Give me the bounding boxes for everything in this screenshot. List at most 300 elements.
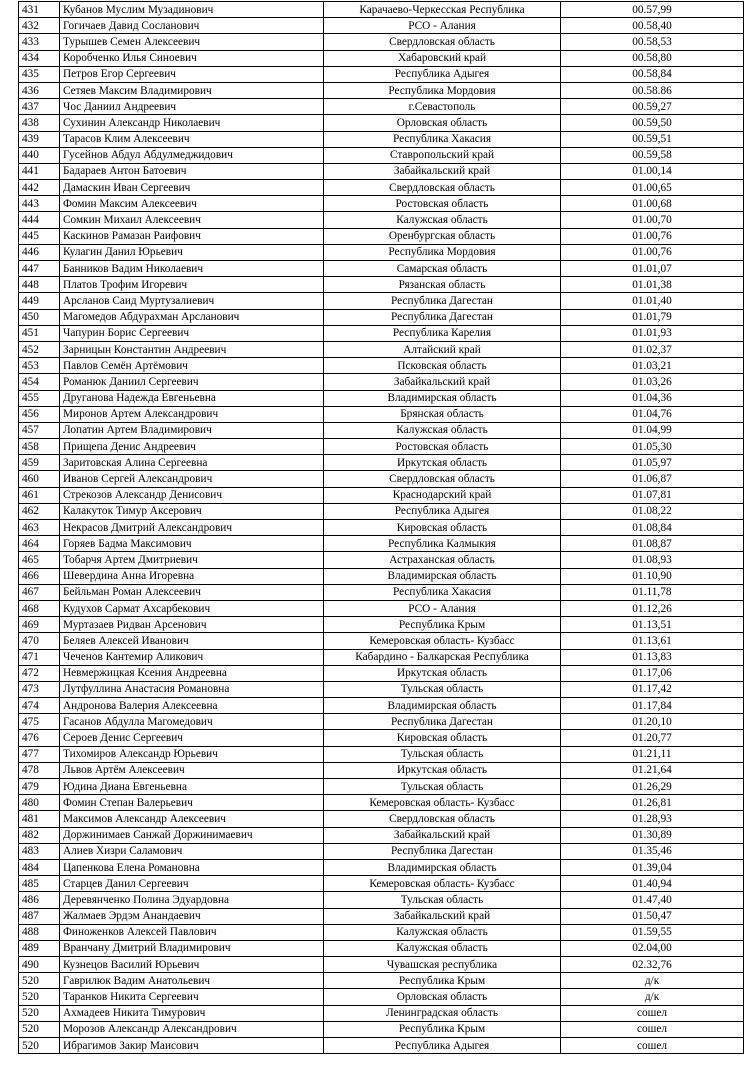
place-cell: 479 bbox=[19, 779, 60, 795]
place-cell: 458 bbox=[19, 439, 60, 455]
time-cell: 01.04,36 bbox=[561, 390, 744, 406]
table-row bbox=[19, 1021, 744, 1037]
region-cell: Орловская область bbox=[324, 989, 561, 1005]
table-row bbox=[19, 277, 744, 293]
place-cell: 441 bbox=[19, 163, 60, 179]
table-row bbox=[19, 99, 744, 115]
name-cell: Чос Даниил Андреевич bbox=[60, 99, 324, 115]
name-cell: Сероев Денис Сергеевич bbox=[60, 730, 324, 746]
name-cell: Некрасов Дмитрий Александрович bbox=[60, 520, 324, 536]
name-cell: Гаврилюк Вадим Анатольевич bbox=[60, 973, 324, 989]
table-row bbox=[19, 520, 744, 536]
name-cell: Турышев Семен Алексеевич bbox=[60, 34, 324, 50]
region-cell: Кировская область bbox=[324, 730, 561, 746]
region-cell: Калужская область bbox=[324, 422, 561, 438]
place-cell: 473 bbox=[19, 681, 60, 697]
place-cell: 456 bbox=[19, 406, 60, 422]
table-row bbox=[19, 746, 744, 762]
region-cell: Республика Адыгея bbox=[324, 503, 561, 519]
place-cell: 463 bbox=[19, 520, 60, 536]
region-cell: Ленинградская область bbox=[324, 1005, 561, 1021]
place-cell: 477 bbox=[19, 746, 60, 762]
place-cell: 482 bbox=[19, 827, 60, 843]
table-row bbox=[19, 698, 744, 714]
time-cell: 01.26,81 bbox=[561, 795, 744, 811]
name-cell: Андронова Валерия Алексеевна bbox=[60, 698, 324, 714]
region-cell: Алтайский край bbox=[324, 341, 561, 357]
time-cell: 01.13,51 bbox=[561, 617, 744, 633]
time-cell: 01.12,26 bbox=[561, 600, 744, 616]
name-cell: Муртазаев Ридван Арсенович bbox=[60, 617, 324, 633]
name-cell: Вранчану Дмитрий Владимирович bbox=[60, 940, 324, 956]
region-cell: Тульская область bbox=[324, 892, 561, 908]
time-cell: 01.05,30 bbox=[561, 439, 744, 455]
region-cell: Кировская область bbox=[324, 520, 561, 536]
place-cell: 478 bbox=[19, 762, 60, 778]
time-cell: 01.05,97 bbox=[561, 455, 744, 471]
table-row bbox=[19, 876, 744, 892]
name-cell: Стрекозов Александр Денисович bbox=[60, 487, 324, 503]
place-cell: 485 bbox=[19, 876, 60, 892]
region-cell: Иркутская область bbox=[324, 762, 561, 778]
region-cell: Республика Дагестан bbox=[324, 843, 561, 859]
table-row bbox=[19, 973, 744, 989]
table-row bbox=[19, 163, 744, 179]
region-cell: Забайкальский край bbox=[324, 908, 561, 924]
name-cell: Фомин Степан Валерьевич bbox=[60, 795, 324, 811]
place-cell: 450 bbox=[19, 309, 60, 325]
time-cell: 01.00,68 bbox=[561, 196, 744, 212]
region-cell: Тульская область bbox=[324, 746, 561, 762]
time-cell: 01.59,55 bbox=[561, 924, 744, 940]
name-cell: Таранков Никита Сергеевич bbox=[60, 989, 324, 1005]
region-cell: Владимирская область bbox=[324, 859, 561, 875]
name-cell: Тихомиров Александр Юрьевич bbox=[60, 746, 324, 762]
region-cell: Тульская область bbox=[324, 779, 561, 795]
table-row bbox=[19, 827, 744, 843]
place-cell: 443 bbox=[19, 196, 60, 212]
table-row bbox=[19, 779, 744, 795]
place-cell: 487 bbox=[19, 908, 60, 924]
time-cell: 01.01,79 bbox=[561, 309, 744, 325]
time-cell: 00.57,99 bbox=[561, 2, 744, 18]
table-row bbox=[19, 536, 744, 552]
table-row bbox=[19, 82, 744, 98]
region-cell: РСО - Алания bbox=[324, 600, 561, 616]
place-cell: 455 bbox=[19, 390, 60, 406]
place-cell: 468 bbox=[19, 600, 60, 616]
time-cell: 02.32,76 bbox=[561, 957, 744, 973]
table-row bbox=[19, 358, 744, 374]
region-cell: Владимирская область bbox=[324, 568, 561, 584]
place-cell: 438 bbox=[19, 115, 60, 131]
time-cell: 01.21,11 bbox=[561, 746, 744, 762]
table-row bbox=[19, 795, 744, 811]
name-cell: Платов Трофим Игоревич bbox=[60, 277, 324, 293]
place-cell: 465 bbox=[19, 552, 60, 568]
place-cell: 435 bbox=[19, 66, 60, 82]
time-cell: 01.39,04 bbox=[561, 859, 744, 875]
time-cell: 00.58,80 bbox=[561, 50, 744, 66]
place-cell: 476 bbox=[19, 730, 60, 746]
place-cell: 433 bbox=[19, 34, 60, 50]
region-cell: Республика Дагестан bbox=[324, 293, 561, 309]
name-cell: Кулагин Данил Юрьевич bbox=[60, 244, 324, 260]
table-row bbox=[19, 1005, 744, 1021]
name-cell: Калакуток Тимур Аксерович bbox=[60, 503, 324, 519]
place-cell: 472 bbox=[19, 665, 60, 681]
table-row bbox=[19, 1038, 744, 1054]
name-cell: Финоженков Алексей Павлович bbox=[60, 924, 324, 940]
place-cell: 444 bbox=[19, 212, 60, 228]
region-cell: Свердловская область bbox=[324, 471, 561, 487]
place-cell: 489 bbox=[19, 940, 60, 956]
region-cell: Хабаровский край bbox=[324, 50, 561, 66]
region-cell: Свердловская область bbox=[324, 811, 561, 827]
place-cell: 457 bbox=[19, 422, 60, 438]
region-cell: Брянская область bbox=[324, 406, 561, 422]
time-cell: 01.50,47 bbox=[561, 908, 744, 924]
table-row bbox=[19, 309, 744, 325]
table-row bbox=[19, 293, 744, 309]
place-cell: 454 bbox=[19, 374, 60, 390]
time-cell: 01.21,64 bbox=[561, 762, 744, 778]
time-cell: 01.40,94 bbox=[561, 876, 744, 892]
table-row bbox=[19, 552, 744, 568]
time-cell: 00.58,84 bbox=[561, 66, 744, 82]
table-row bbox=[19, 665, 744, 681]
name-cell: Чеченов Кантемир Аликович bbox=[60, 649, 324, 665]
time-cell: 00.59,58 bbox=[561, 147, 744, 163]
time-cell: 01.07,81 bbox=[561, 487, 744, 503]
time-cell: 01.08,93 bbox=[561, 552, 744, 568]
time-cell: 01.01,38 bbox=[561, 277, 744, 293]
place-cell: 448 bbox=[19, 277, 60, 293]
table-row bbox=[19, 811, 744, 827]
place-cell: 481 bbox=[19, 811, 60, 827]
time-cell: 01.01,93 bbox=[561, 325, 744, 341]
region-cell: РСО - Алания bbox=[324, 18, 561, 34]
place-cell: 459 bbox=[19, 455, 60, 471]
time-cell: 01.26,29 bbox=[561, 779, 744, 795]
name-cell: Лутфуллина Анастасия Романовна bbox=[60, 681, 324, 697]
table-row bbox=[19, 762, 744, 778]
name-cell: Алиев Хизри Саламович bbox=[60, 843, 324, 859]
name-cell: Львов Артём Алексеевич bbox=[60, 762, 324, 778]
region-cell: Республика Адыгея bbox=[324, 1038, 561, 1054]
place-cell: 439 bbox=[19, 131, 60, 147]
place-cell: 462 bbox=[19, 503, 60, 519]
region-cell: Рязанская область bbox=[324, 277, 561, 293]
name-cell: Кубанов Муслим Музадинович bbox=[60, 2, 324, 18]
place-cell: 466 bbox=[19, 568, 60, 584]
name-cell: Беляев Алексей Иванович bbox=[60, 633, 324, 649]
time-cell: 01.08,87 bbox=[561, 536, 744, 552]
time-cell: 01.00,65 bbox=[561, 180, 744, 196]
place-cell: 484 bbox=[19, 859, 60, 875]
region-cell: Самарская область bbox=[324, 261, 561, 277]
place-cell: 469 bbox=[19, 617, 60, 633]
region-cell: Республика Дагестан bbox=[324, 309, 561, 325]
region-cell: Забайкальский край bbox=[324, 827, 561, 843]
name-cell: Шевердина Анна Игоревна bbox=[60, 568, 324, 584]
time-cell: 01.06,87 bbox=[561, 471, 744, 487]
region-cell: Псковская область bbox=[324, 358, 561, 374]
name-cell: Гогичаев Давид Сосланович bbox=[60, 18, 324, 34]
region-cell: Республика Карелия bbox=[324, 325, 561, 341]
region-cell: Республика Дагестан bbox=[324, 714, 561, 730]
table-row bbox=[19, 681, 744, 697]
table-row bbox=[19, 131, 744, 147]
name-cell: Кузнецов Василий Юрьевич bbox=[60, 957, 324, 973]
time-cell: 00.58,53 bbox=[561, 34, 744, 50]
time-cell: 01.03,26 bbox=[561, 374, 744, 390]
region-cell: Калужская область bbox=[324, 212, 561, 228]
time-cell: 01.35,46 bbox=[561, 843, 744, 859]
place-cell: 488 bbox=[19, 924, 60, 940]
place-cell: 470 bbox=[19, 633, 60, 649]
name-cell: Доржинимаев Санжай Доржинимаевич bbox=[60, 827, 324, 843]
region-cell: Республика Хакасия bbox=[324, 584, 561, 600]
table-row bbox=[19, 617, 744, 633]
name-cell: Дамаскин Иван Сергеевич bbox=[60, 180, 324, 196]
time-cell: 01.01,07 bbox=[561, 261, 744, 277]
time-cell: сошел bbox=[561, 1005, 744, 1021]
time-cell: 00.58.86 bbox=[561, 82, 744, 98]
table-row bbox=[19, 341, 744, 357]
place-cell: 480 bbox=[19, 795, 60, 811]
table-row bbox=[19, 957, 744, 973]
table-row bbox=[19, 325, 744, 341]
time-cell: 01.13,83 bbox=[561, 649, 744, 665]
region-cell: Чувашская республика bbox=[324, 957, 561, 973]
table-row bbox=[19, 422, 744, 438]
region-cell: Владимирская область bbox=[324, 698, 561, 714]
place-cell: 467 bbox=[19, 584, 60, 600]
name-cell: Ибрагимов Закир Маисович bbox=[60, 1038, 324, 1054]
region-cell: Карачаево-Черкесская Республика bbox=[324, 2, 561, 18]
name-cell: Арсланов Саид Муртузалиевич bbox=[60, 293, 324, 309]
region-cell: Республика Мордовия bbox=[324, 244, 561, 260]
time-cell: 01.04,76 bbox=[561, 406, 744, 422]
table-row bbox=[19, 66, 744, 82]
place-cell: 446 bbox=[19, 244, 60, 260]
place-cell: 437 bbox=[19, 99, 60, 115]
region-cell: г.Севастополь bbox=[324, 99, 561, 115]
name-cell: Друганова Надежда Евгеньевна bbox=[60, 390, 324, 406]
place-cell: 520 bbox=[19, 989, 60, 1005]
name-cell: Магомедов Абдурахман Арсланович bbox=[60, 309, 324, 325]
region-cell: Ростовская область bbox=[324, 439, 561, 455]
time-cell: 01.08,22 bbox=[561, 503, 744, 519]
name-cell: Каскинов Рамазан Раифович bbox=[60, 228, 324, 244]
table-row bbox=[19, 600, 744, 616]
table-row bbox=[19, 714, 744, 730]
table-row bbox=[19, 34, 744, 50]
region-cell: Республика Мордовия bbox=[324, 82, 561, 98]
place-cell: 520 bbox=[19, 973, 60, 989]
time-cell: 01.01,40 bbox=[561, 293, 744, 309]
name-cell: Романюк Даниил Сергеевич bbox=[60, 374, 324, 390]
table-row bbox=[19, 18, 744, 34]
table-row bbox=[19, 180, 744, 196]
table-row bbox=[19, 455, 744, 471]
name-cell: Банников Вадим Николаевич bbox=[60, 261, 324, 277]
region-cell: Калужская область bbox=[324, 940, 561, 956]
place-cell: 436 bbox=[19, 82, 60, 98]
region-cell: Кабардино - Балкарская Республика bbox=[324, 649, 561, 665]
region-cell: Иркутская область bbox=[324, 455, 561, 471]
table-row bbox=[19, 584, 744, 600]
table-row bbox=[19, 843, 744, 859]
region-cell: Астраханская область bbox=[324, 552, 561, 568]
region-cell: Республика Крым bbox=[324, 1021, 561, 1037]
time-cell: 01.02,37 bbox=[561, 341, 744, 357]
place-cell: 520 bbox=[19, 1005, 60, 1021]
place-cell: 520 bbox=[19, 1021, 60, 1037]
name-cell: Старцев Данил Сергеевич bbox=[60, 876, 324, 892]
name-cell: Сомкин Михаил Алексеевич bbox=[60, 212, 324, 228]
place-cell: 464 bbox=[19, 536, 60, 552]
name-cell: Тарасов Клим Алексеевич bbox=[60, 131, 324, 147]
region-cell: Республика Крым bbox=[324, 617, 561, 633]
place-cell: 445 bbox=[19, 228, 60, 244]
name-cell: Деревянченко Полина Эдуардовна bbox=[60, 892, 324, 908]
region-cell: Республика Хакасия bbox=[324, 131, 561, 147]
time-cell: 00.58,40 bbox=[561, 18, 744, 34]
name-cell: Заритовская Алина Сергеевна bbox=[60, 455, 324, 471]
name-cell: Жалмаев Эрдэм Анандаевич bbox=[60, 908, 324, 924]
time-cell: 01.13,61 bbox=[561, 633, 744, 649]
table-row bbox=[19, 940, 744, 956]
table-row bbox=[19, 196, 744, 212]
name-cell: Сухинин Александр Николаевич bbox=[60, 115, 324, 131]
place-cell: 432 bbox=[19, 18, 60, 34]
name-cell: Цапенкова Елена Романовна bbox=[60, 859, 324, 875]
time-cell: 01.03,21 bbox=[561, 358, 744, 374]
time-cell: 01.17,84 bbox=[561, 698, 744, 714]
region-cell: Тульская область bbox=[324, 681, 561, 697]
place-cell: 447 bbox=[19, 261, 60, 277]
time-cell: сошел bbox=[561, 1021, 744, 1037]
region-cell: Свердловская область bbox=[324, 34, 561, 50]
region-cell: Калужская область bbox=[324, 924, 561, 940]
time-cell: 01.17,42 bbox=[561, 681, 744, 697]
table-row bbox=[19, 568, 744, 584]
table-row bbox=[19, 503, 744, 519]
region-cell: Свердловская область bbox=[324, 180, 561, 196]
region-cell: Кемеровская область- Кузбасс bbox=[324, 633, 561, 649]
table-row bbox=[19, 439, 744, 455]
region-cell: Республика Крым bbox=[324, 973, 561, 989]
name-cell: Иванов Сергей Александрович bbox=[60, 471, 324, 487]
name-cell: Гусейнов Абдул Абдулмеджидович bbox=[60, 147, 324, 163]
place-cell: 431 bbox=[19, 2, 60, 18]
region-cell: Ставропольский край bbox=[324, 147, 561, 163]
place-cell: 483 bbox=[19, 843, 60, 859]
place-cell: 471 bbox=[19, 649, 60, 665]
table-row bbox=[19, 50, 744, 66]
region-cell: Оренбургская область bbox=[324, 228, 561, 244]
name-cell: Юдина Диана Евгеньевна bbox=[60, 779, 324, 795]
time-cell: 01.30,89 bbox=[561, 827, 744, 843]
name-cell: Миронов Артем Александрович bbox=[60, 406, 324, 422]
name-cell: Горяев Бадма Максимович bbox=[60, 536, 324, 552]
name-cell: Прищепа Денис Андреевич bbox=[60, 439, 324, 455]
table-row bbox=[19, 892, 744, 908]
place-cell: 453 bbox=[19, 358, 60, 374]
table-row bbox=[19, 649, 744, 665]
time-cell: 01.20,10 bbox=[561, 714, 744, 730]
place-cell: 475 bbox=[19, 714, 60, 730]
table-row bbox=[19, 261, 744, 277]
time-cell: 01.17,06 bbox=[561, 665, 744, 681]
region-cell: Республика Адыгея bbox=[324, 66, 561, 82]
name-cell: Лопатин Артем Владимирович bbox=[60, 422, 324, 438]
table-row bbox=[19, 115, 744, 131]
time-cell: д/к bbox=[561, 989, 744, 1005]
region-cell: Кемеровская область- Кузбасс bbox=[324, 795, 561, 811]
table-row bbox=[19, 212, 744, 228]
name-cell: Кудухов Сармат Ахсарбекович bbox=[60, 600, 324, 616]
region-cell: Кемеровская область- Кузбасс bbox=[324, 876, 561, 892]
time-cell: 01.47,40 bbox=[561, 892, 744, 908]
time-cell: 01.20,77 bbox=[561, 730, 744, 746]
table-row bbox=[19, 633, 744, 649]
table-row bbox=[19, 471, 744, 487]
table-row bbox=[19, 908, 744, 924]
time-cell: 00.59,51 bbox=[561, 131, 744, 147]
name-cell: Чапурин Борис Сергеевич bbox=[60, 325, 324, 341]
table-row bbox=[19, 924, 744, 940]
table-row bbox=[19, 989, 744, 1005]
region-cell: Краснодарский край bbox=[324, 487, 561, 503]
time-cell: 01.11,78 bbox=[561, 584, 744, 600]
name-cell: Невмержицкая Ксения Андреевна bbox=[60, 665, 324, 681]
time-cell: 01.04,99 bbox=[561, 422, 744, 438]
name-cell: Петров Егор Сергеевич bbox=[60, 66, 324, 82]
place-cell: 461 bbox=[19, 487, 60, 503]
table-row bbox=[19, 390, 744, 406]
name-cell: Максимов Александр Алексеевич bbox=[60, 811, 324, 827]
time-cell: 01.00,70 bbox=[561, 212, 744, 228]
time-cell: 00.59,50 bbox=[561, 115, 744, 131]
table-row bbox=[19, 147, 744, 163]
time-cell: 00.59,27 bbox=[561, 99, 744, 115]
region-cell: Ростовская область bbox=[324, 196, 561, 212]
table-row bbox=[19, 487, 744, 503]
name-cell: Сетяев Максим Владимирович bbox=[60, 82, 324, 98]
table-row bbox=[19, 406, 744, 422]
place-cell: 442 bbox=[19, 180, 60, 196]
time-cell: 01.00,76 bbox=[561, 244, 744, 260]
place-cell: 474 bbox=[19, 698, 60, 714]
name-cell: Ахмадеев Никита Тимурович bbox=[60, 1005, 324, 1021]
table-row bbox=[19, 2, 744, 18]
results-table-body bbox=[19, 2, 744, 1054]
region-cell: Иркутская область bbox=[324, 665, 561, 681]
name-cell: Коробченко Илья Синоевич bbox=[60, 50, 324, 66]
place-cell: 434 bbox=[19, 50, 60, 66]
region-cell: Забайкальский край bbox=[324, 163, 561, 179]
place-cell: 449 bbox=[19, 293, 60, 309]
region-cell: Владимирская область bbox=[324, 390, 561, 406]
time-cell: сошел bbox=[561, 1038, 744, 1054]
time-cell: 01.08,84 bbox=[561, 520, 744, 536]
region-cell: Республика Калмыкия bbox=[324, 536, 561, 552]
name-cell: Бадараев Антон Батоевич bbox=[60, 163, 324, 179]
time-cell: 01.00,14 bbox=[561, 163, 744, 179]
